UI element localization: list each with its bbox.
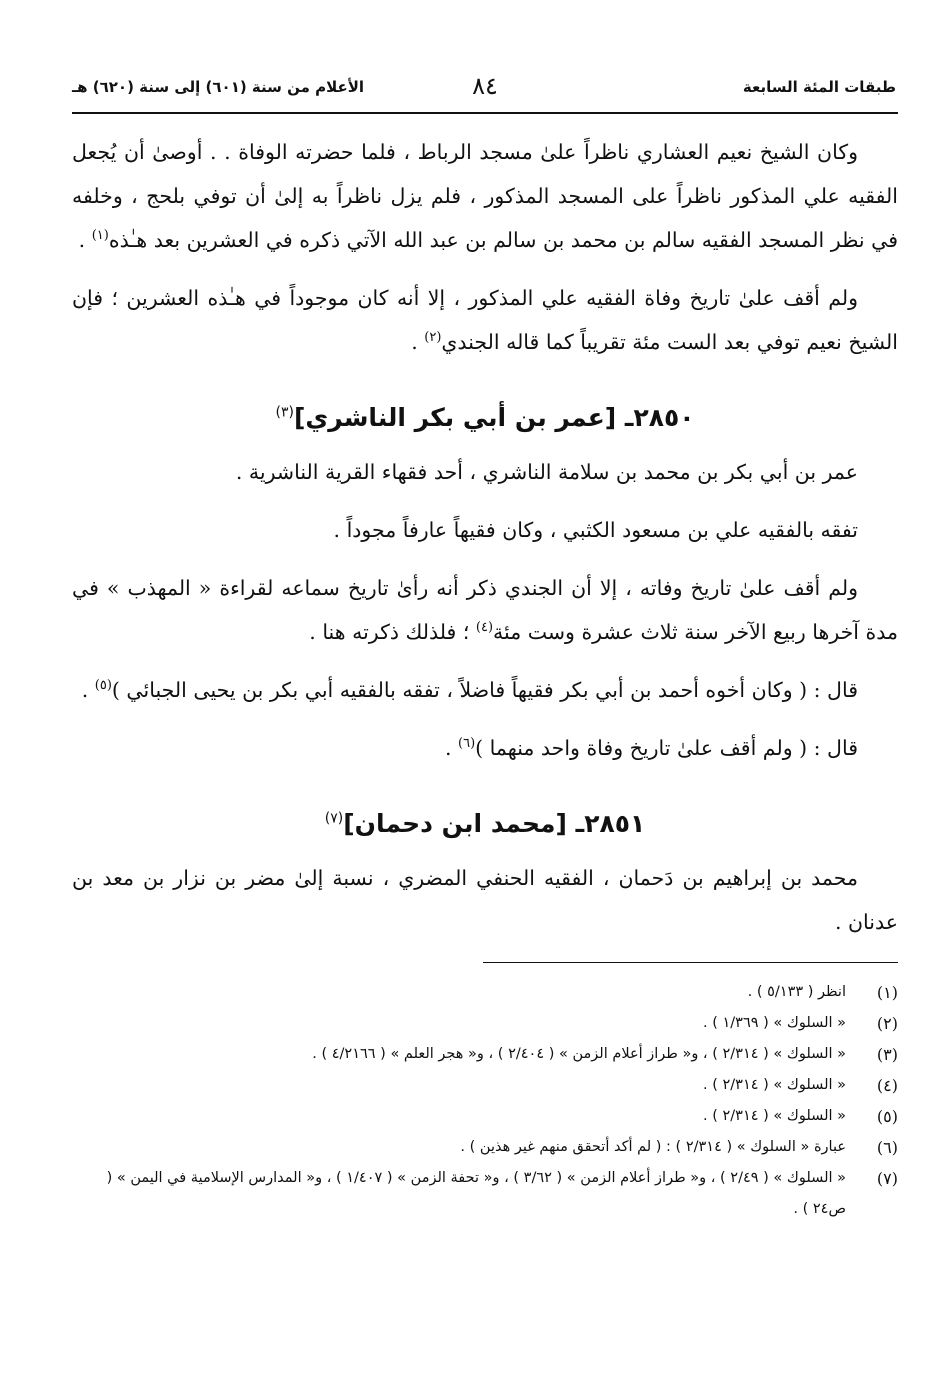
running-header	[72, 70, 898, 114]
paragraph: تفقه بالفقيه علي بن مسعود الكثبي ، وكان فقيهاً عارفاً مجوداً .	[333, 518, 858, 542]
footnote-ref[interactable]: (٤)	[475, 620, 494, 636]
footnote-ref[interactable]: (٣)	[275, 404, 294, 421]
footnote: (٢) « السلوك » ( ١/٣٦٩ ) .	[703, 1014, 898, 1033]
footnote-ref[interactable]: (٦)	[458, 736, 476, 752]
footnote: (٦) عبارة « السلوك » ( ٢/٣١٤ ) : ( لم أكد أتحقق منهم غير هذين ) .	[460, 1138, 898, 1157]
paragraph: ولم أقف علىٰ تاريخ وفاة الفقيه علي المذكور ، إلا أنه كان موجوداً في هـٰذه العشرين ؛ فإن الشيخ نعيم توفي بعد الست مئة تقريباً كما قاله الجندي$^{(٢)}$ .	[72, 286, 898, 354]
paragraph: قال : ( ولم أقف علىٰ تاريخ وفاة واحد منهما )$^{(٦)}$ .	[444, 736, 858, 760]
footnote-ref[interactable]: (٢)	[424, 330, 442, 346]
footnotes-list	[72, 977, 898, 1225]
page-body	[72, 130, 898, 1225]
entry-heading-2851: ٢٨٥١ـ [محمد ابن دحمان]$^{(٧)}$	[324, 809, 646, 838]
footnote-ref[interactable]: (١)	[91, 228, 109, 244]
paragraph: عمر بن أبي بكر بن محمد بن سلامة الناشري ، أحد فقهاء القرية الناشرية .	[235, 460, 858, 484]
footnote: (٣) « السلوك » ( ٢/٣١٤ ) ، و« طراز أعلام الزمن » ( ٢/٤٠٤ ) ، و« هجر العلم » ( ٤/٢١٦٦ ) .	[312, 1045, 898, 1064]
paragraph: قال : ( وكان أخوه أحمد بن أبي بكر فقيهاً فاضلاً ، تفقه بالفقيه أبي بكر بن يحيى الجبائي )$^{(٥)}$ .	[81, 678, 858, 702]
footnote: (٥) « السلوك » ( ٢/٣١٤ ) .	[703, 1107, 898, 1126]
paragraph: ولم أقف علىٰ تاريخ وفاته ، إلا أن الجندي ذكر أنه رأىٰ تاريخ سماعه لقراءة « المهذب » في مدة آخرها ربيع الآخر سنة ثلاث عشرة وست مئة$^{(٤)}$ ؛ فلذلك ذكرته هنا .	[72, 576, 898, 644]
footnote-ref[interactable]: (٧)	[324, 810, 344, 827]
header-section-title: الأعلام من سنة (٦٠١) إلى سنة (٦٢٠) هـ	[72, 78, 365, 96]
header-book-title: طبقات المئة السابعة	[742, 78, 896, 96]
footnote-divider	[483, 962, 898, 963]
page-number: ٨٤	[472, 72, 498, 100]
footnote: (١) انظر ( ٥/١٣٣ ) .	[747, 983, 898, 1002]
paragraph: وكان الشيخ نعيم العشاري ناظراً علىٰ مسجد الرباط ، فلما حضرته الوفاة . . أوصىٰ أن يُجعل الفقيه علي المذكور ناظراً على المسجد المذكور ، فلم يزل ناظراً به إلىٰ أن توفي بلحج ، وخلفه في نظر المسجد الفقيه سالم بن محمد بن سالم بن عبد الله الآتي ذكره في العشرين بعد هـٰذه$^{(١)}$ .	[72, 140, 898, 252]
footnote: (٤) « السلوك » ( ٢/٣١٤ ) .	[703, 1076, 898, 1095]
paragraph: محمد بن إبراهيم بن دَحمان ، الفقيه الحنفي المضري ، نسبة إلىٰ مضر بن نزار بن معد بن عدنان .	[72, 866, 898, 934]
footnote-ref[interactable]: (٥)	[94, 678, 112, 694]
entry-heading-2850: ٢٨٥٠ـ [عمر بن أبي بكر الناشري]$^{(٣)}$	[275, 403, 695, 432]
footnote: (٧) « السلوك » ( ٢/٤٩ ) ، و« طراز أعلام الزمن » ( ٣/٦٢ ) ، و« تحفة الزمن » ( ١/٤٠٧ ) ، و« المدارس الإسلامية في اليمن » ( ص٢٤ ) .	[106, 1169, 898, 1217]
